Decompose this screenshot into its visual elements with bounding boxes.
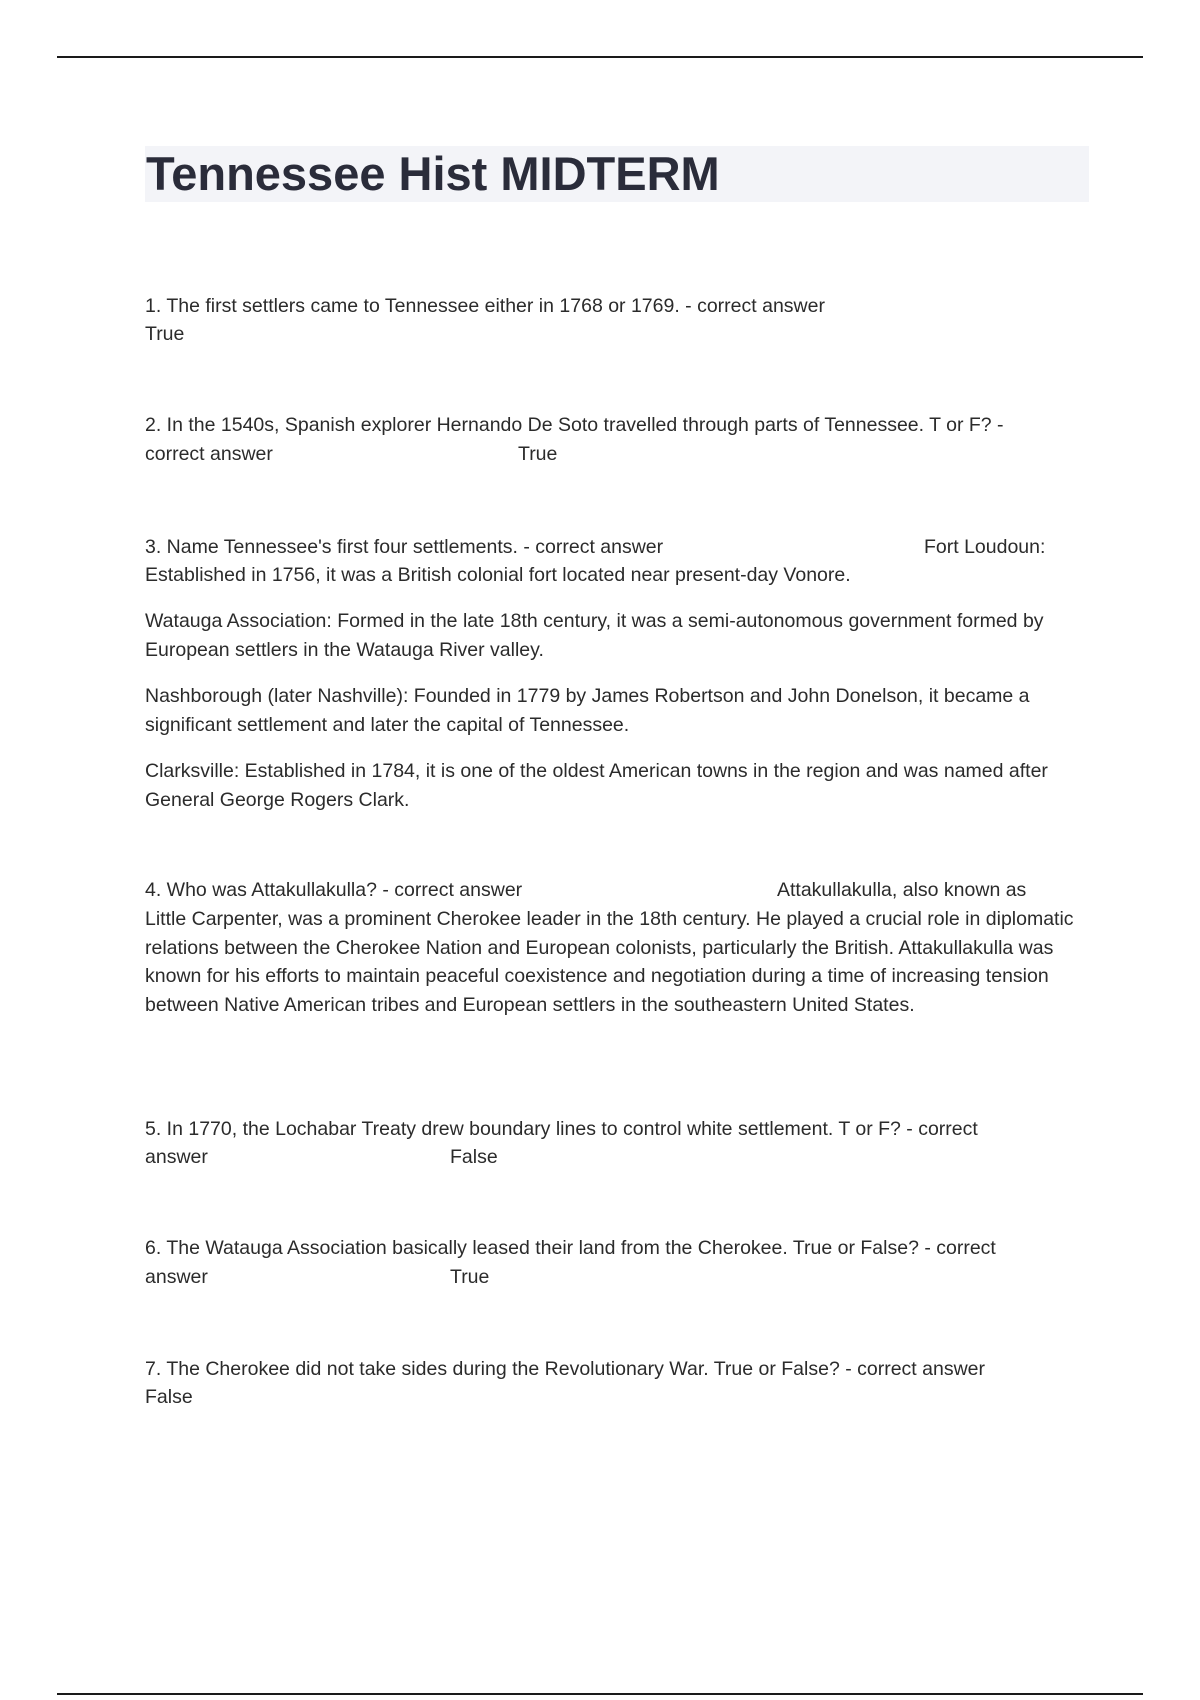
question-text: 7. The Cherokee did not take sides during the Revolutionary War. True or False? - correct answer <box>145 1358 985 1380</box>
question-text: 6. The Watauga Association basically leased their land from the Cherokee. True or False? - correct <box>145 1237 996 1259</box>
answer-text: False <box>450 1146 498 1168</box>
settlement-detail: Clarksville: Established in 1784, it is one of the oldest American towns in the region and was named after General George Rogers Clark. <box>145 760 1048 811</box>
answer-text: False <box>145 1386 193 1408</box>
question-text-continued: correct answer <box>145 443 273 465</box>
question-text: 5. In 1770, the Lochabar Treaty drew boundary lines to control white settlement. T or F? - correct <box>145 1118 978 1140</box>
document-title: Tennessee Hist MIDTERM <box>146 147 720 200</box>
settlement-detail: Nashborough (later Nashville): Founded in 1779 by James Robertson and John Donelson, it became a significant settlement and later the capital of Tennessee. <box>145 685 1030 736</box>
answer-text: Little Carpenter, was a prominent Cherokee leader in the 18th century. He played a crucial role in diplomatic relations between the Cherokee Nation and European colonists, particularly the British. Attakullakulla was known for his efforts to maintain peaceful coexistence and negotiation during a time of increasing tension between Native American tribes and European settlers in the southeastern United States. <box>145 908 1074 1016</box>
settlement-detail: Watauga Association: Formed in the late 18th century, it was a semi-autonomous government formed by European settlers in the Watauga River valley. <box>145 610 1044 661</box>
bottom-rule <box>57 1693 1143 1695</box>
answer-text: True <box>450 1266 490 1288</box>
question-text: 1. The first settlers came to Tennessee either in 1768 or 1769. - correct answer <box>145 295 825 317</box>
question-text-continued: answer <box>145 1146 208 1168</box>
question-text: 2. In the 1540s, Spanish explorer Hernando De Soto travelled through parts of Tennessee. T or F? - <box>145 414 1004 436</box>
answer-lead: Fort Loudoun: <box>924 536 1046 558</box>
question-text-continued: answer <box>145 1266 208 1288</box>
top-rule <box>57 56 1143 58</box>
question-text: 4. Who was Attakullakulla? - correct answer <box>145 879 523 901</box>
answer-text: Established in 1756, it was a British colonial fort located near present-day Vonore. <box>145 564 851 586</box>
answer-lead: Attakullakulla, also known as <box>777 879 1027 901</box>
question-text: 3. Name Tennessee's first four settlements. - correct answer <box>145 536 664 558</box>
answer-text: True <box>145 323 185 345</box>
answer-text: True <box>518 443 558 465</box>
